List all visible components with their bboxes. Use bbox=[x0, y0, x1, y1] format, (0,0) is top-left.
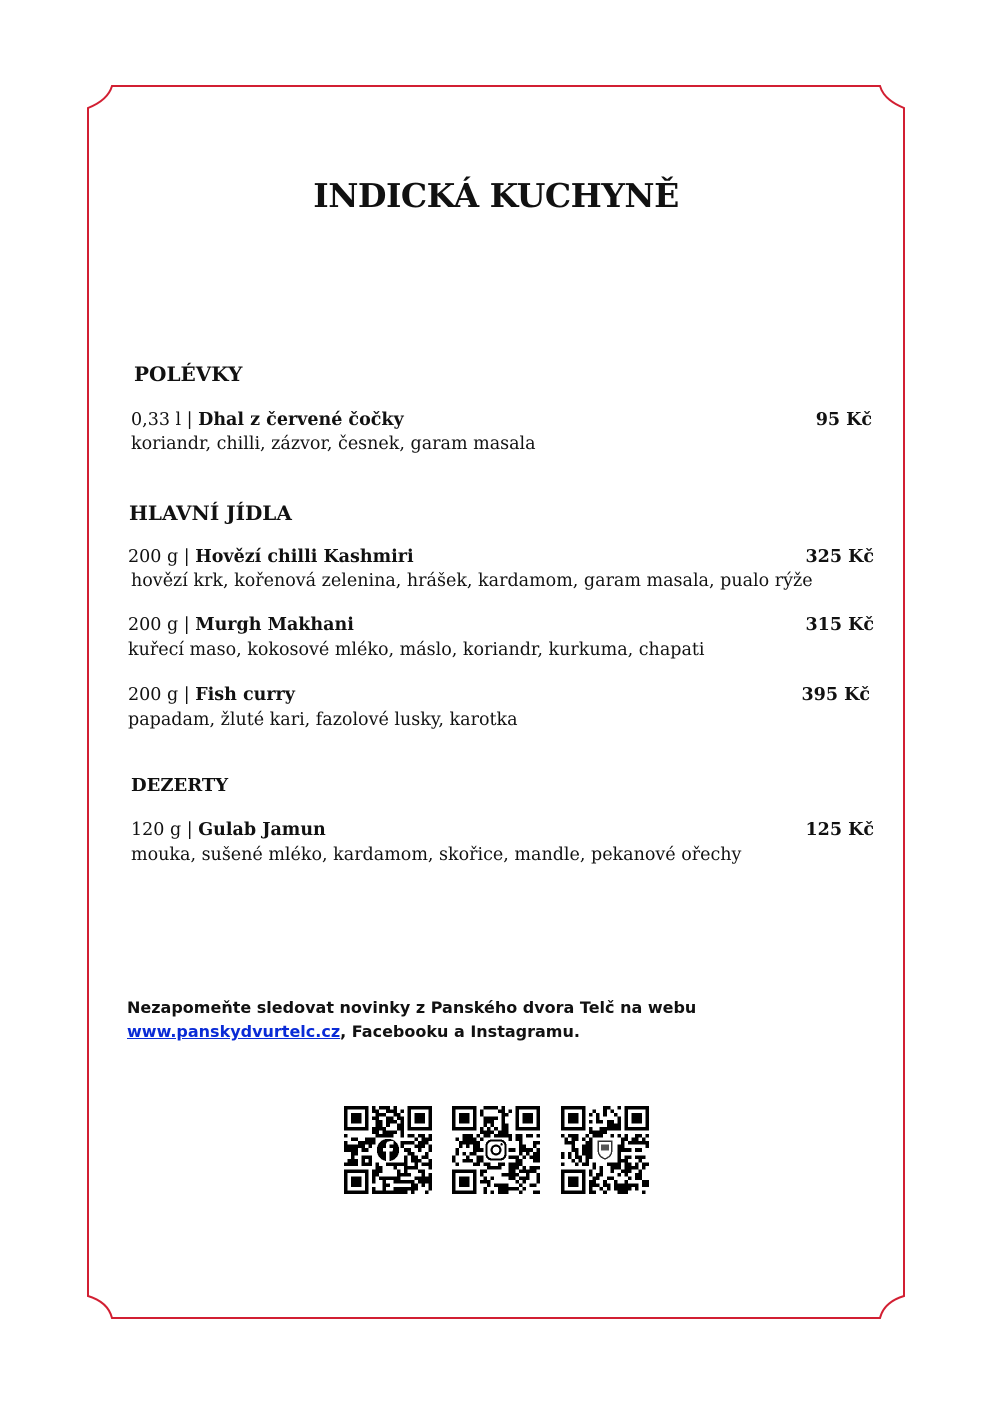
qr-code-website bbox=[561, 1106, 649, 1194]
menu-item-name: Gulab Jamun bbox=[198, 820, 326, 840]
section-heading-soups: POLÉVKY bbox=[134, 362, 243, 386]
follow-note bbox=[127, 996, 887, 1044]
menu-item-name: Murgh Makhani bbox=[195, 615, 354, 635]
menu-item-price: 125 Kč bbox=[805, 820, 874, 840]
follow-note-text-end: , Facebooku a Instagramu. bbox=[340, 1022, 580, 1041]
menu-item-price: 325 Kč bbox=[805, 547, 874, 567]
qr-code-instagram bbox=[452, 1106, 540, 1194]
menu-item-portion: 200 g | bbox=[128, 685, 196, 705]
menu-item-name: Fish curry bbox=[195, 685, 295, 705]
menu-item-portion: 0,33 l | bbox=[131, 410, 199, 430]
menu-item-title bbox=[128, 547, 414, 567]
menu-item-description: koriandr, chilli, zázvor, česnek, garam masala bbox=[131, 434, 536, 454]
menu-item-title bbox=[128, 615, 354, 635]
menu-item-name: Dhal z červené čočky bbox=[198, 410, 404, 430]
menu-item-description: mouka, sušené mléko, kardamom, skořice, mandle, pekanové ořechy bbox=[131, 845, 742, 865]
website-link[interactable]: www.panskydvurtelc.cz bbox=[127, 1022, 341, 1041]
menu-item-price: 395 Kč bbox=[801, 685, 870, 705]
section-heading-desserts: DEZERTY bbox=[131, 775, 229, 796]
facebook-icon bbox=[376, 1138, 401, 1163]
menu-item-title bbox=[131, 410, 404, 430]
menu-item-portion: 120 g | bbox=[131, 820, 199, 840]
menu-item-title bbox=[131, 820, 326, 840]
page-title: INDICKÁ KUCHYNĚ bbox=[313, 176, 679, 215]
menu-item-description: hovězí krk, kořenová zelenina, hrášek, kardamom, garam masala, pualo rýže bbox=[131, 571, 813, 591]
menu-item-description: kuřecí maso, kokosové mléko, máslo, koriandr, kurkuma, chapati bbox=[128, 640, 705, 660]
crest-icon bbox=[593, 1138, 618, 1163]
menu-item-name: Hovězí chilli Kashmiri bbox=[195, 547, 414, 567]
section-heading-main-dishes: HLAVNÍ JÍDLA bbox=[129, 501, 292, 525]
menu-item-portion: 200 g | bbox=[128, 547, 196, 567]
menu-item-title bbox=[128, 685, 295, 705]
menu-item-price: 95 Kč bbox=[815, 410, 872, 430]
menu-item-price: 315 Kč bbox=[805, 615, 874, 635]
instagram-icon bbox=[484, 1138, 509, 1163]
menu-item-description: papadam, žluté kari, fazolové lusky, karotka bbox=[128, 710, 518, 730]
follow-note-text: Nezapomeňte sledovat novinky z Panského dvora Telč na webu bbox=[127, 998, 697, 1017]
menu-item-portion: 200 g | bbox=[128, 615, 196, 635]
qr-code-facebook bbox=[344, 1106, 432, 1194]
